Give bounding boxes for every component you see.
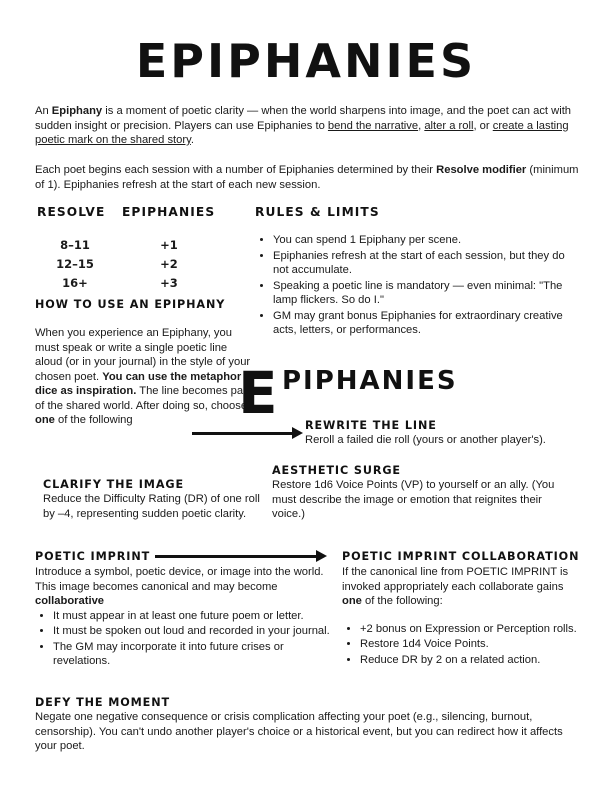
imprint-copy: Introduce a symbol, poetic device, or image into the world. This image becomes canonical and may become bbox=[35, 566, 324, 593]
secondary-title-initial: E bbox=[238, 359, 278, 427]
epiphanies-value: +2 bbox=[160, 256, 178, 271]
resolve-value: 16+ bbox=[62, 275, 88, 290]
how-to-copy: of the following bbox=[54, 414, 133, 426]
resolve-table bbox=[45, 235, 233, 292]
secondary-title-rest: PIPHANIES bbox=[282, 366, 458, 396]
collab-text bbox=[342, 565, 582, 668]
list-item: • Restore 1d4 Voice Points. bbox=[360, 637, 582, 652]
arrow-line bbox=[155, 555, 318, 558]
list-item: • It must appear in at least one future poem or letter. bbox=[53, 609, 337, 624]
resolve-text: Each poet begins each session with a number of Epiphanies determined by their bbox=[35, 164, 437, 176]
list-item: • Reduce DR by 2 on a related action. bbox=[360, 653, 582, 668]
intro-text: is a moment of poetic clarity — when the world sharpens into image, and the poet can act with sudden insight or precision. Players can use Epiphanies to bbox=[35, 105, 572, 132]
rewrite-heading: REWRITE THE LINE bbox=[305, 419, 437, 432]
resolve-modifier-term: Resolve modifier bbox=[436, 164, 527, 176]
arrow-right-icon bbox=[292, 427, 303, 439]
arrow-line bbox=[192, 432, 295, 435]
resolve-text: (minimum of 1). Epiphanies refresh at the start of each new session. bbox=[35, 164, 579, 191]
table-row bbox=[45, 273, 233, 292]
list-item: • Speaking a poetic line is mandatory — even minimal: "The lamp flickers. So do I." bbox=[273, 279, 575, 308]
table-row bbox=[45, 235, 233, 254]
epiphany-term: Epiphany bbox=[51, 105, 103, 117]
intro-text: , or bbox=[473, 119, 493, 132]
clarify-text: Reduce the Difficulty Rating (DR) of one roll by –4, representing sudden poetic clarity. bbox=[43, 493, 260, 520]
rewrite-text: Reroll a failed die roll (yours or another player's). bbox=[305, 434, 546, 446]
list-item: • GM may grant bonus Epiphanies for extraordinary creative acts, letters, or performances. bbox=[273, 309, 575, 338]
bend-narrative-link: bend the narrative bbox=[327, 119, 419, 132]
collaborative-term: collaborative bbox=[35, 595, 105, 607]
intro-text: , bbox=[418, 119, 425, 132]
one-emphasis: one bbox=[342, 595, 362, 607]
arrow-right-icon bbox=[316, 550, 327, 562]
clarify-heading: CLARIFY THE IMAGE bbox=[43, 478, 185, 491]
resolve-value: 12–15 bbox=[56, 256, 94, 271]
defy-heading: DEFY THE MOMENT bbox=[35, 696, 171, 709]
list-item: • The GM may incorporate it into future crises or revelations. bbox=[53, 640, 337, 669]
resolve-value: 8–11 bbox=[60, 237, 90, 252]
lasting-mark-link: create a lasting poetic mark on the shared story bbox=[35, 119, 569, 146]
list-item: • +2 bonus on Expression or Perception rolls. bbox=[360, 622, 582, 637]
how-to-text bbox=[35, 326, 257, 428]
list-item: • Epiphanies refresh at the start of each session, but they do not accumulate. bbox=[273, 249, 575, 278]
how-to-heading: HOW TO USE AN EPIPHANY bbox=[35, 298, 226, 311]
defy-text: Negate one negative consequence or crisis complication affecting your poet (e.g., silencing, burnout, censorship). You can't undo another player's choice or a historical event, but you can redirect how it affects your poet. bbox=[35, 711, 563, 752]
intro-text: . bbox=[190, 134, 194, 146]
imprint-heading: POETIC IMPRINT bbox=[35, 550, 151, 563]
epiphanies-header: EPIPHANIES bbox=[122, 205, 216, 219]
table-row bbox=[45, 254, 233, 273]
collab-heading: POETIC IMPRINT COLLABORATION bbox=[342, 550, 580, 563]
intro-paragraph bbox=[35, 104, 580, 148]
aesthetic-text: Restore 1d6 Voice Points (VP) to yourself or an ally. (You must describe the image or emotion that reignites their voice.) bbox=[272, 479, 555, 520]
intro-text: An bbox=[35, 105, 52, 117]
alter-roll-link: alter a roll bbox=[424, 119, 474, 132]
rules-heading: RULES & LIMITS bbox=[255, 205, 380, 219]
collab-copy: of the following: bbox=[361, 595, 443, 607]
metaphor-dice-note: You can use the metaphor dice as inspiration. bbox=[35, 370, 242, 397]
resolve-header: RESOLVE bbox=[37, 205, 106, 219]
aesthetic-heading: AESTHETIC SURGE bbox=[272, 464, 401, 477]
page-title: EPIPHANIES bbox=[135, 34, 477, 88]
one-emphasis: one bbox=[35, 414, 55, 426]
collab-copy: If the canonical line from POETIC IMPRINT is invoked appropriately each collaborate gains bbox=[342, 566, 569, 593]
how-to-copy: When you experience an Epiphany, you must speak or write a single poetic line aloud (or in your journal) in the style of your chosen poet. bbox=[35, 327, 251, 383]
list-item: • It must be spoken out loud and recorded in your journal. bbox=[53, 624, 337, 639]
epiphanies-value: +1 bbox=[160, 237, 178, 252]
list-item: • You can spend 1 Epiphany per scene. bbox=[273, 233, 575, 248]
epiphanies-value: +3 bbox=[160, 275, 178, 290]
how-to-copy: The line becomes part of the shared world. After doing so, choose bbox=[35, 385, 250, 412]
imprint-text bbox=[35, 565, 337, 670]
rules-list bbox=[255, 233, 575, 339]
resolve-paragraph bbox=[35, 163, 580, 192]
secondary-title bbox=[238, 359, 278, 427]
